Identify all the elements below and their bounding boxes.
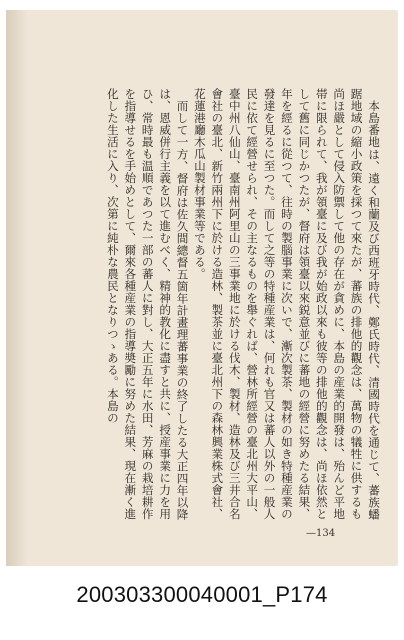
paragraph-2: 而して一方、督府は佐久間總督五箇年計畫理蕃事業の終了したる大正四年以降は、恩威併行主義を以て進むべく、精神的教化に盡すと共に、授産事業に力を用ひ、常時最も温順であつた一部の蕃人に對し、大正五年に水田、芳麻の栽培耕作を指導せるを手始めとして、爾來各種産業の指導奬勵に努めた結果、現在漸く進化した生活に入り、次第に純朴な農民となりつゝある。本島の <box>105 88 190 520</box>
page-gutter-shadow <box>6 10 28 566</box>
page-number: —134 <box>306 528 336 539</box>
vertical-text-body <box>68 88 382 520</box>
image-id-caption: 200303300040001_P174 <box>76 582 328 607</box>
paragraph-1: 本島番地は、遠く和蘭及び西班牙時代、鄭氏時代、清國時代を通じて、蕃族蟠踞地域の縮小政策を採つて來たが、蕃族の排他的觀念は、萬物の犠牲に供するも尚ほ嚴として侵入防禦して他の存在が貪めに、本島の産業的開發は、殆んど平地帯に限られて、我が領臺に及び我が始政以來も彼等の排他的觀念は、尚ほ依然として舊に同じかつたが、督府は領臺以來鋭意並びに蕃地の經營に努めたる結果、年を經るに從つて、往時の製腦事業に次いで、漸次製茶、製材の如き特種産業の發達を見るに至つた。而して之等の特種産業は、何れも官又は蕃人以外の一般人民に依て經營せられ、その主なるものを舉ぐれば、營林所經營の臺北州大平山、臺中州八仙山、臺南州阿里山の三事業地に於ける伐木、製材、造林及び三井合名會社の臺北、新竹兩州下に於ける造林、製茶並に臺北州下の森林興業株式會社、花蓮港廳木瓜山製材事業等である。 <box>192 88 381 520</box>
book-page <box>6 10 398 566</box>
